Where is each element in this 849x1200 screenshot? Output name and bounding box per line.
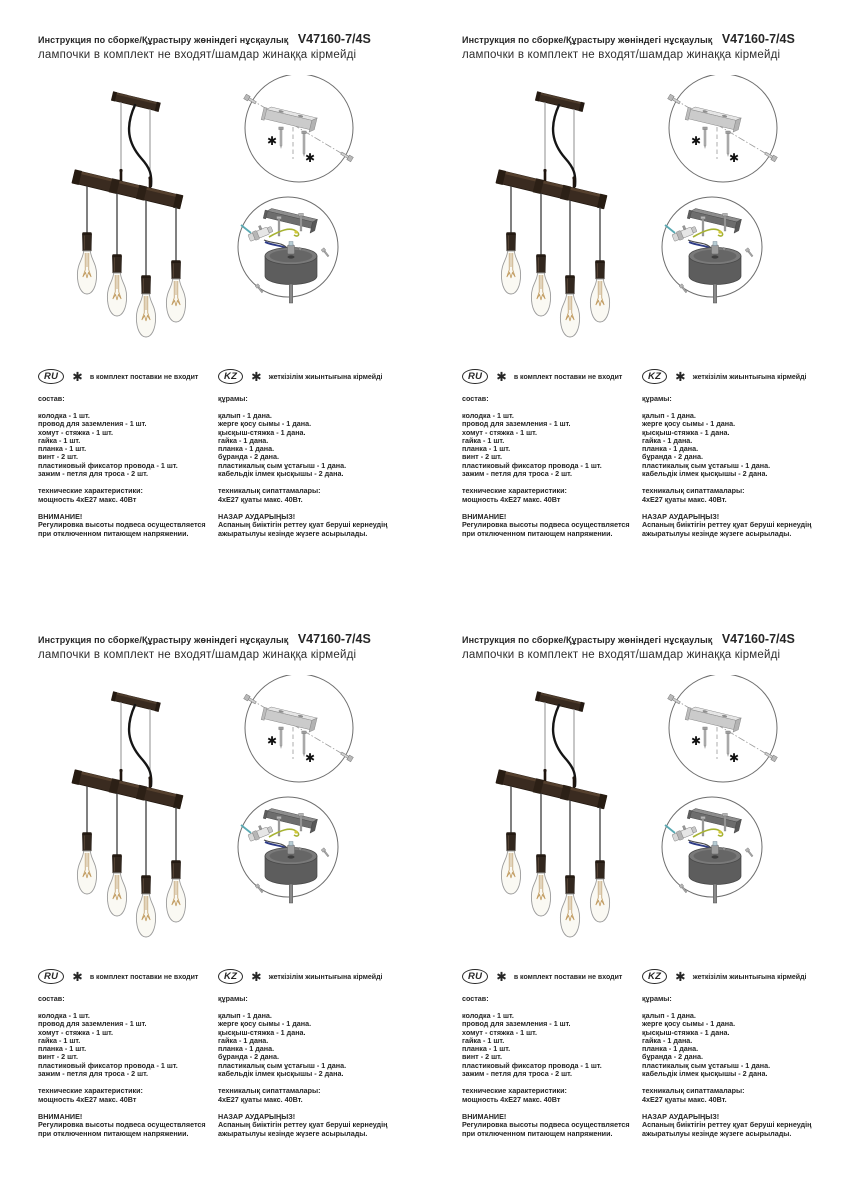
lang-badge-ru: RU (38, 369, 64, 385)
parts-list-item: бұранда - 2 дана. (218, 452, 280, 462)
detail-circle-canopy-wiring (238, 197, 338, 303)
asterisk-mark: ✱ (728, 151, 740, 165)
asterisk-mark: ✱ (266, 734, 278, 748)
parts-list-item: винт - 2 шт. (462, 1052, 502, 1062)
parts-list-item: пластиковый фиксатор провода - 1 шт. (462, 1060, 602, 1070)
warning-text-kz: Аспаның биіктігін реттеу қуат беруші кернеудің ажыратылуы кезінде жүзеге асырылады. (642, 1120, 812, 1138)
asterisk-mark: ✱ (496, 969, 507, 984)
quadrant-header (38, 30, 371, 61)
parts-list-item: хомут - стяжка - 1 шт. (38, 427, 113, 437)
not-included-note-ru: в комплект поставки не входит (89, 973, 199, 981)
parts-list-item: қалып - 1 дана. (218, 411, 272, 420)
specs-title-ru: технические характеристики: (462, 486, 567, 496)
warning-text-kz: Аспаның биіктігін реттеу қуат беруші кернеудің ажыратылуы кезінде жүзеге асырылады. (642, 520, 812, 538)
asterisk-mark: ✱ (728, 751, 740, 765)
warning-ru (38, 513, 213, 539)
parts-list-title-kz: құрамы: (218, 394, 248, 403)
assembly-illustration (38, 675, 430, 941)
specs-value-kz: 4хЕ27 қуаты макс. 40Вт. (218, 1094, 303, 1104)
parts-info (38, 368, 430, 568)
parts-list-item: хомут - стяжка - 1 шт. (462, 1027, 537, 1037)
specs-ru (462, 487, 637, 504)
warning-title-ru: ВНИМАНИЕ! (462, 1111, 507, 1121)
parts-list-item: қысқыш-стяжка - 1 дана. (218, 427, 306, 437)
parts-list-item: жерге қосу сымы - 1 дана. (642, 1019, 736, 1029)
detail-circle-mounting-plate (668, 675, 778, 782)
parts-list-title-kz: құрамы: (642, 394, 672, 403)
instruction-title: Инструкция по сборке/Құрастыру жөніндегі нұсқаулық (462, 635, 713, 645)
parts-list-title-ru: состав: (462, 994, 489, 1003)
instruction-title: Инструкция по сборке/Құрастыру жөніндегі нұсқаулық (462, 35, 713, 45)
parts-list-item: бұранда - 2 дана. (218, 1052, 280, 1062)
parts-list-item: планка - 1 дана. (218, 1044, 275, 1054)
instruction-title: Инструкция по сборке/Құрастыру жөніндегі нұсқаулық (38, 35, 289, 45)
parts-list-item: колодка - 1 шт. (462, 411, 514, 420)
warning-text-ru: Регулировка высоты подвеса осуществляется при отключенном питающем напряжении. (462, 520, 630, 538)
detail-circle-mounting-plate (244, 675, 354, 782)
parts-list-item: винт - 2 шт. (462, 452, 502, 462)
specs-title-ru: технические характеристики: (462, 1086, 567, 1096)
specs-value-kz: 4хЕ27 қуаты макс. 40Вт. (218, 494, 303, 504)
parts-list-item: зажим - петля для троса - 2 шт. (38, 469, 148, 479)
warning-text-ru: Регулировка высоты подвеса осуществляется при отключенном питающем напряжении. (38, 1120, 206, 1138)
lang-badge-kz: KZ (218, 969, 243, 985)
specs-title-kz: техникалық сипаттамалары: (218, 1086, 321, 1096)
column-ru (38, 968, 213, 1138)
parts-list-item: планка - 1 шт. (38, 444, 87, 454)
parts-list-item: пластиковый фиксатор провода - 1 шт. (38, 1060, 178, 1070)
lang-badge-ru: RU (462, 369, 488, 385)
parts-list-item: колодка - 1 шт. (38, 1011, 90, 1020)
not-included-note-ru: в комплект поставки не входит (513, 973, 623, 981)
parts-list-item: қалып - 1 дана. (218, 1011, 272, 1020)
not-included-note-kz: жеткізілім жиынтығына кірмейді (692, 373, 807, 381)
lang-row-ru (38, 368, 213, 385)
lang-badge-kz: KZ (642, 369, 667, 385)
warning-ru (462, 513, 637, 539)
parts-list-title-ru: состав: (462, 394, 489, 403)
pendant-lamp-drawing (72, 91, 186, 337)
specs-value-ru: мощность 4хЕ27 макс. 40Вт (462, 494, 561, 504)
pendant-lamp-drawing (496, 91, 610, 337)
warning-ru (462, 1113, 637, 1139)
warning-kz (218, 1113, 430, 1139)
parts-list-item: бұранда - 2 дана. (642, 1052, 704, 1062)
asterisk-mark: ✱ (251, 369, 262, 384)
warning-text-ru: Регулировка высоты подвеса осуществляется при отключенном питающем напряжении. (462, 1120, 630, 1138)
column-ru (462, 968, 637, 1138)
parts-list-item: зажим - петля для троса - 2 шт. (38, 1069, 148, 1079)
parts-list-item: жерге қосу сымы - 1 дана. (218, 1019, 312, 1029)
specs-title-kz: техникалық сипаттамалары: (642, 486, 745, 496)
parts-list-ru (38, 1012, 213, 1078)
not-included-note-ru: в комплект поставки не входит (89, 373, 199, 381)
warning-title-kz: НАЗАР АУДАРЫҢЫЗ! (642, 511, 720, 521)
parts-list-kz (218, 412, 430, 478)
parts-list-item: қысқыш-стяжка - 1 дана. (642, 427, 730, 437)
parts-list-item: планка - 1 шт. (462, 444, 511, 454)
specs-title-kz: техникалық сипаттамалары: (218, 486, 321, 496)
parts-list-item: гайка - 1 дана. (642, 435, 693, 445)
parts-list-item: гайка - 1 шт. (38, 435, 81, 445)
model-number: V47160-7/4S (721, 632, 795, 646)
column-kz (642, 368, 849, 538)
warning-kz (642, 1113, 849, 1139)
warning-title-ru: ВНИМАНИЕ! (38, 511, 83, 521)
asterisk-mark: ✱ (72, 969, 83, 984)
assembly-illustration (38, 75, 430, 341)
asterisk-mark: ✱ (266, 134, 278, 148)
parts-list-title-kz: құрамы: (218, 994, 248, 1003)
bulbs-not-included-note: лампочки в комплект не входят/шамдар жинаққа кірмейді (462, 49, 781, 61)
not-included-note-ru: в комплект поставки не входит (513, 373, 623, 381)
column-ru (462, 368, 637, 538)
assembly-illustration (462, 675, 849, 941)
parts-list-item: гайка - 1 дана. (218, 1035, 269, 1045)
parts-list-item: пластиковый фиксатор провода - 1 шт. (38, 460, 178, 470)
bulbs-not-included-note: лампочки в комплект не входят/шамдар жинаққа кірмейді (38, 49, 357, 61)
lang-row-kz (642, 368, 849, 385)
parts-list-title-ru: состав: (38, 394, 65, 403)
warning-title-ru: ВНИМАНИЕ! (462, 511, 507, 521)
parts-list-item: пластиковый фиксатор провода - 1 шт. (462, 460, 602, 470)
parts-list-item: планка - 1 дана. (642, 444, 699, 454)
asterisk-mark: ✱ (675, 369, 686, 384)
detail-circle-canopy-wiring (662, 797, 762, 903)
asterisk-mark: ✱ (675, 969, 686, 984)
parts-info (38, 968, 430, 1168)
warning-title-kz: НАЗАР АУДАРЫҢЫЗ! (218, 1111, 296, 1121)
asterisk-mark: ✱ (304, 751, 316, 765)
parts-list-item: хомут - стяжка - 1 шт. (38, 1027, 113, 1037)
warning-text-kz: Аспаның биіктігін реттеу қуат беруші кернеудің ажыратылуы кезінде жүзеге асырылады. (218, 520, 388, 538)
parts-list-item: хомут - стяжка - 1 шт. (462, 427, 537, 437)
bulbs-not-included-note: лампочки в комплект не входят/шамдар жинаққа кірмейді (38, 649, 357, 661)
specs-kz (218, 487, 430, 504)
detail-circle-mounting-plate (244, 75, 354, 182)
lang-row-kz (642, 968, 849, 985)
parts-list-item: кабельдік ілмек қысқышы - 2 дана. (642, 469, 768, 479)
parts-list-item: гайка - 1 шт. (462, 1035, 505, 1045)
parts-list-item: қысқыш-стяжка - 1 дана. (218, 1027, 306, 1037)
parts-list-item: провод для заземления - 1 шт. (462, 1019, 571, 1029)
parts-list-item: гайка - 1 шт. (38, 1035, 81, 1045)
parts-list-item: жерге қосу сымы - 1 дана. (642, 419, 736, 429)
warning-ru (38, 1113, 213, 1139)
specs-kz (642, 1087, 849, 1104)
parts-list-ru (38, 412, 213, 478)
warning-kz (642, 513, 849, 539)
parts-list-item: гайка - 1 дана. (642, 1035, 693, 1045)
parts-list-item: қалып - 1 дана. (642, 411, 696, 420)
parts-list-item: кабельдік ілмек қысқышы - 2 дана. (218, 469, 344, 479)
parts-info (462, 368, 849, 568)
specs-value-ru: мощность 4хЕ27 макс. 40Вт (38, 1094, 137, 1104)
parts-list-ru (462, 412, 637, 478)
title-row (38, 30, 371, 48)
quadrant-header (38, 630, 371, 661)
parts-list-kz (642, 412, 849, 478)
parts-list-item: планка - 1 дана. (642, 1044, 699, 1054)
instruction-quadrant (38, 30, 430, 575)
parts-list-item: кабельдік ілмек қысқышы - 2 дана. (642, 1069, 768, 1079)
lang-row-kz (218, 368, 430, 385)
parts-list-item: винт - 2 шт. (38, 1052, 78, 1062)
parts-list-kz (218, 1012, 430, 1078)
parts-list-item: пластикалық сым ұстағыш - 1 дана. (642, 460, 771, 470)
parts-list-item: пластикалық сым ұстағыш - 1 дана. (218, 460, 347, 470)
specs-ru (38, 487, 213, 504)
column-ru (38, 368, 213, 538)
title-row (462, 630, 795, 648)
not-included-note-kz: жеткізілім жиынтығына кірмейді (268, 973, 383, 981)
parts-list-item: қалып - 1 дана. (642, 1011, 696, 1020)
instruction-title: Инструкция по сборке/Құрастыру жөніндегі нұсқаулық (38, 635, 289, 645)
lang-row-kz (218, 968, 430, 985)
parts-list-item: пластикалық сым ұстағыш - 1 дана. (642, 1060, 771, 1070)
parts-list-item: колодка - 1 шт. (462, 1011, 514, 1020)
lang-badge-ru: RU (38, 969, 64, 985)
specs-value-ru: мощность 4хЕ27 макс. 40Вт (462, 1094, 561, 1104)
detail-circle-canopy-wiring (662, 197, 762, 303)
parts-list-item: провод для заземления - 1 шт. (462, 419, 571, 429)
warning-text-ru: Регулировка высоты подвеса осуществляется при отключенном питающем напряжении. (38, 520, 206, 538)
parts-list-item: провод для заземления - 1 шт. (38, 1019, 147, 1029)
not-included-note-kz: жеткізілім жиынтығына кірмейді (268, 373, 383, 381)
column-kz (218, 368, 430, 538)
parts-list-item: винт - 2 шт. (38, 452, 78, 462)
parts-list-title-ru: состав: (38, 994, 65, 1003)
asterisk-mark: ✱ (496, 369, 507, 384)
asterisk-mark: ✱ (690, 134, 702, 148)
lang-row-ru (462, 368, 637, 385)
parts-list-kz (642, 1012, 849, 1078)
parts-list-item: гайка - 1 дана. (218, 435, 269, 445)
warning-kz (218, 513, 430, 539)
quadrant-header (462, 630, 795, 661)
instruction-quadrant (462, 30, 849, 575)
parts-list-item: зажим - петля для троса - 2 шт. (462, 469, 572, 479)
specs-value-kz: 4хЕ27 қуаты макс. 40Вт. (642, 494, 727, 504)
lang-row-ru (462, 968, 637, 985)
specs-kz (642, 487, 849, 504)
detail-circle-canopy-wiring (238, 797, 338, 903)
lang-row-ru (38, 968, 213, 985)
specs-title-kz: техникалық сипаттамалары: (642, 1086, 745, 1096)
pendant-lamp-drawing (72, 691, 186, 937)
specs-value-ru: мощность 4хЕ27 макс. 40Вт (38, 494, 137, 504)
parts-list-item: планка - 1 дана. (218, 444, 275, 454)
instruction-quadrant (462, 630, 849, 1175)
not-included-note-kz: жеткізілім жиынтығына кірмейді (692, 973, 807, 981)
model-number: V47160-7/4S (297, 632, 371, 646)
specs-title-ru: технические характеристики: (38, 1086, 143, 1096)
pendant-lamp-drawing (496, 691, 610, 937)
specs-value-kz: 4хЕ27 қуаты макс. 40Вт. (642, 1094, 727, 1104)
quadrant-header (462, 30, 795, 61)
parts-list-item: пластикалық сым ұстағыш - 1 дана. (218, 1060, 347, 1070)
model-number: V47160-7/4S (297, 32, 371, 46)
model-number: V47160-7/4S (721, 32, 795, 46)
column-kz (642, 968, 849, 1138)
title-row (462, 30, 795, 48)
bulbs-not-included-note: лампочки в комплект не входят/шамдар жинаққа кірмейді (462, 649, 781, 661)
parts-list-item: зажим - петля для троса - 2 шт. (462, 1069, 572, 1079)
parts-list-item: планка - 1 шт. (462, 1044, 511, 1054)
parts-list-item: колодка - 1 шт. (38, 411, 90, 420)
parts-list-title-kz: құрамы: (642, 994, 672, 1003)
warning-title-ru: ВНИМАНИЕ! (38, 1111, 83, 1121)
warning-text-kz: Аспаның биіктігін реттеу қуат беруші кернеудің ажыратылуы кезінде жүзеге асырылады. (218, 1120, 388, 1138)
parts-list-item: жерге қосу сымы - 1 дана. (218, 419, 312, 429)
parts-list-item: кабельдік ілмек қысқышы - 2 дана. (218, 1069, 344, 1079)
specs-kz (218, 1087, 430, 1104)
asterisk-mark: ✱ (690, 734, 702, 748)
lang-badge-ru: RU (462, 969, 488, 985)
parts-list-item: қысқыш-стяжка - 1 дана. (642, 1027, 730, 1037)
column-kz (218, 968, 430, 1138)
warning-title-kz: НАЗАР АУДАРЫҢЫЗ! (642, 1111, 720, 1121)
parts-list-ru (462, 1012, 637, 1078)
parts-list-item: гайка - 1 шт. (462, 435, 505, 445)
parts-list-item: бұранда - 2 дана. (642, 452, 704, 462)
detail-circle-mounting-plate (668, 75, 778, 182)
asterisk-mark: ✱ (72, 369, 83, 384)
specs-ru (462, 1087, 637, 1104)
instruction-quadrant (38, 630, 430, 1175)
asterisk-mark: ✱ (251, 969, 262, 984)
lang-badge-kz: KZ (218, 369, 243, 385)
asterisk-mark: ✱ (304, 151, 316, 165)
parts-list-item: планка - 1 шт. (38, 1044, 87, 1054)
lang-badge-kz: KZ (642, 969, 667, 985)
title-row (38, 630, 371, 648)
parts-info (462, 968, 849, 1168)
specs-ru (38, 1087, 213, 1104)
warning-title-kz: НАЗАР АУДАРЫҢЫЗ! (218, 511, 296, 521)
parts-list-item: провод для заземления - 1 шт. (38, 419, 147, 429)
assembly-illustration (462, 75, 849, 341)
specs-title-ru: технические характеристики: (38, 486, 143, 496)
